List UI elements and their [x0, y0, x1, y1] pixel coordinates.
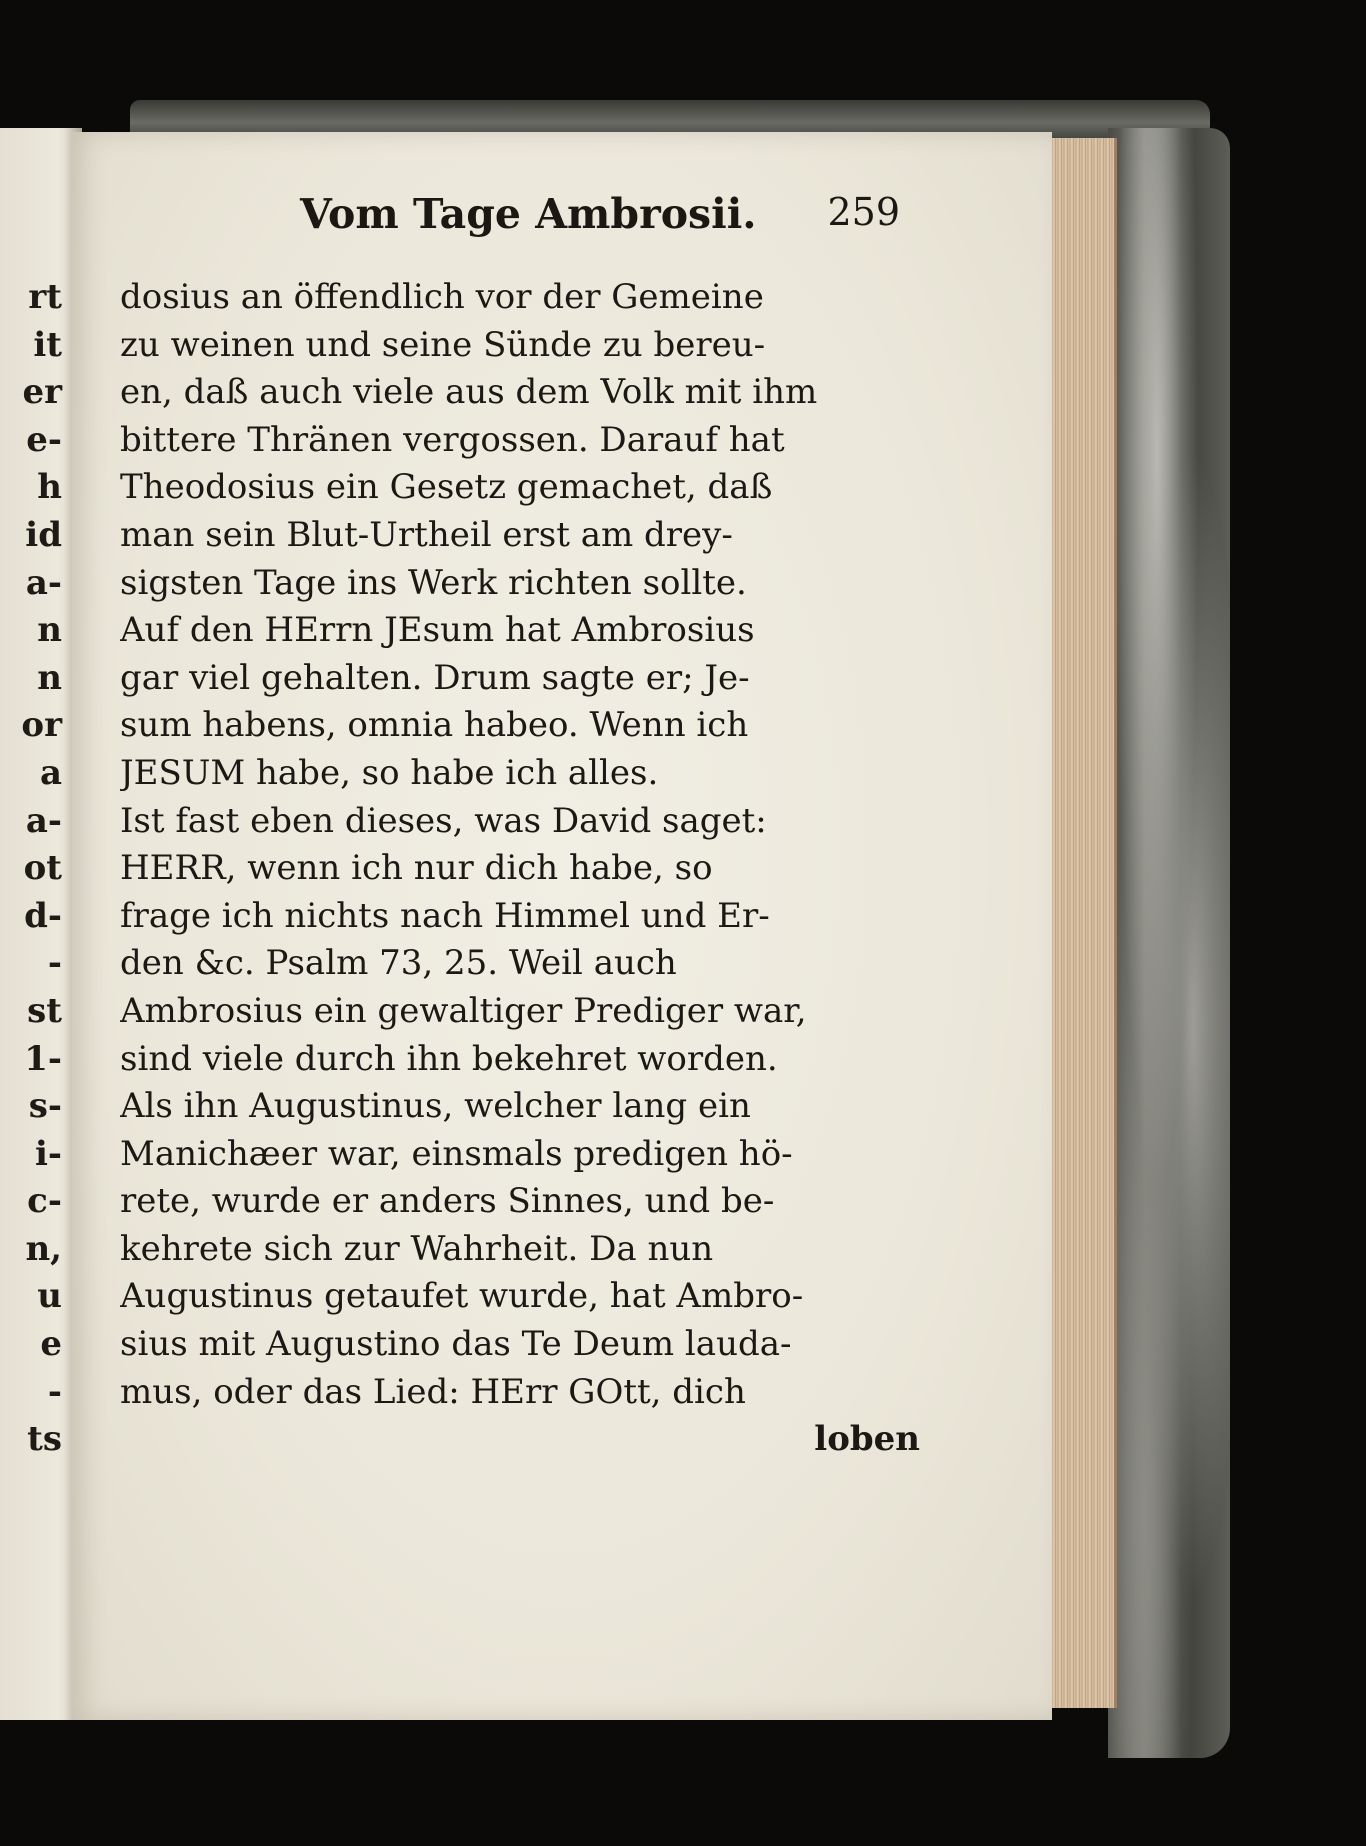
left-page-fragment: e	[40, 1324, 62, 1365]
left-page-fragment: or	[21, 705, 62, 746]
left-page-fragment: -	[47, 1371, 62, 1412]
text-line: Auf den HErrn JEsum hat Ambrosius	[120, 610, 755, 651]
text-line: gar viel gehalten. Drum sagte er; Je-	[120, 657, 750, 698]
left-page-fragment: 1-	[24, 1038, 62, 1079]
text-line: zu weinen und seine Sünde zu bereu-	[120, 324, 766, 365]
text-line: man sein Blut-Urtheil erst am drey-	[120, 514, 733, 555]
text-line: Ambrosius ein gewaltiger Prediger war,	[120, 990, 807, 1031]
left-page-fragment: a-	[25, 562, 62, 603]
text-line: Ist fast eben dieses, was David saget:	[120, 800, 767, 841]
book-cover-spine	[1108, 128, 1230, 1758]
text-line: sigsten Tage ins Werk richten sollte.	[120, 562, 747, 603]
text-line: bittere Thränen vergossen. Darauf hat	[120, 419, 785, 460]
left-page-fragment: n	[37, 610, 62, 651]
running-title: Vom Tage Ambrosii.	[300, 190, 757, 238]
text-line: JESUM habe, so habe ich alles.	[120, 752, 659, 793]
left-page-fragment: rt	[28, 277, 62, 317]
left-page-fragment: c-	[27, 1181, 62, 1222]
left-page-fragment: e-	[26, 419, 62, 460]
left-page-fragment: n	[37, 657, 62, 698]
text-line: sius mit Augustino das Te Deum lauda-	[120, 1324, 792, 1365]
left-page-fragment: a-	[25, 800, 62, 841]
text-line: dosius an öffendlich vor der Gemeine	[120, 277, 764, 317]
left-page-fragment: s-	[28, 1086, 62, 1127]
catchword: loben	[814, 1419, 920, 1460]
text-line: Augustinus getaufet wurde, hat Ambro-	[120, 1276, 804, 1317]
left-page-fragment: n,	[25, 1228, 62, 1269]
text-line: Theodosius ein Gesetz gemachet, daß	[120, 467, 773, 508]
left-page-text-fragments	[2, 274, 62, 1464]
left-page-fragment: ts	[27, 1419, 62, 1460]
text-line: HERR, wenn ich nur dich habe, so	[120, 848, 713, 889]
left-page-fragment: u	[37, 1276, 62, 1317]
text-line: Manichæer war, einsmals predigen hö-	[120, 1133, 793, 1174]
page-number: 259	[827, 190, 900, 234]
text-line: mus, oder das Lied: HErr GOtt, dich	[120, 1371, 746, 1412]
left-page-fragment: -	[47, 943, 62, 984]
text-line: sum habens, omnia habeo. Wenn ich	[120, 705, 749, 746]
text-line: sind viele durch ihn bekehret worden.	[120, 1038, 778, 1079]
left-page-fragment: a	[39, 752, 62, 793]
left-page-fragment: er	[22, 372, 62, 413]
left-page-fragment: st	[27, 990, 62, 1031]
left-page-fragment: id	[25, 514, 62, 555]
page-header	[300, 190, 910, 246]
left-page-fragment: ot	[23, 848, 62, 889]
left-page-fragment: it	[33, 324, 62, 365]
text-line: Als ihn Augustinus, welcher lang ein	[120, 1086, 751, 1127]
page-edges	[1050, 138, 1117, 1708]
left-page-fragment: d-	[24, 895, 62, 936]
body-text	[120, 274, 920, 1464]
text-line: kehrete sich zur Wahrheit. Da nun	[120, 1228, 714, 1269]
left-page-fragment: i-	[34, 1133, 62, 1174]
text-line: rete, wurde er anders Sinnes, und be-	[120, 1181, 775, 1222]
text-line: den &c. Psalm 73, 25. Weil auch	[120, 943, 677, 984]
text-line: en, daß auch viele aus dem Volk mit ihm	[120, 372, 818, 413]
text-line: frage ich nichts nach Himmel und Er-	[120, 895, 770, 936]
left-page-fragment: h	[37, 467, 62, 508]
